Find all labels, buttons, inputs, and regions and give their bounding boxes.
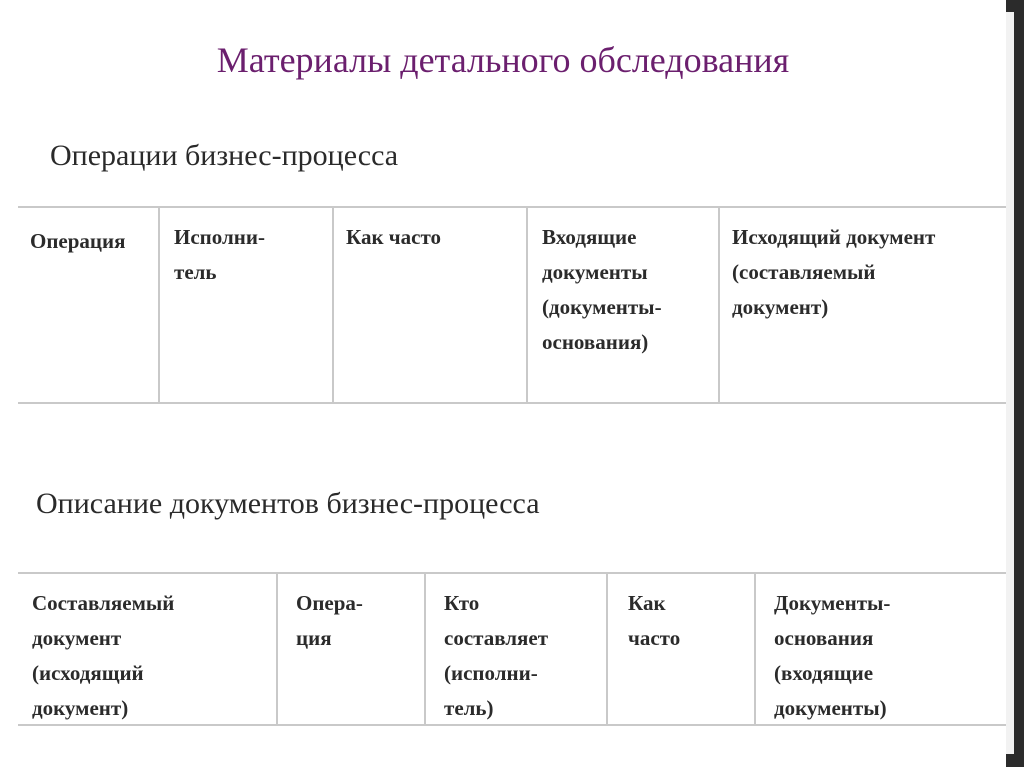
documents-heading: Описание документов бизнес-процесса (36, 487, 540, 520)
header-line: Документы- (774, 591, 891, 615)
operations-header-frequency (332, 208, 526, 402)
slide-title: Материалы детального обследования (216, 40, 790, 80)
slide-frame-edge (1006, 12, 1014, 754)
documents-table (18, 572, 1006, 726)
header-line: документы) (774, 696, 887, 720)
header-line: часто (628, 626, 681, 650)
header-line: документы (542, 260, 648, 284)
documents-header-frequency (606, 574, 754, 724)
header-line: Как (628, 591, 666, 615)
operations-heading: Операции бизнес-процесса (50, 139, 399, 172)
operations-table (18, 206, 1006, 404)
operations-header-outgoing-document (718, 208, 1006, 402)
header-line: (исполни- (444, 661, 538, 685)
header-line: Кто (444, 591, 480, 615)
header-line: (составляемый (732, 260, 876, 284)
documents-header-source-documents (754, 574, 1006, 724)
header-line: ция (296, 626, 332, 650)
header-line: документ (32, 626, 122, 650)
header-line: (входящие (774, 661, 874, 685)
operations-header-incoming-documents (526, 208, 718, 402)
documents-header-document (18, 574, 276, 724)
header-line: Как часто (346, 225, 442, 249)
header-line: Опера- (296, 591, 363, 615)
header-line: основания) (542, 330, 649, 354)
documents-header-operation (276, 574, 424, 724)
header-line: основания (774, 626, 874, 650)
operations-header-executor (158, 208, 332, 402)
header-line: Составляемый (32, 591, 175, 615)
header-line: Операция (30, 229, 126, 253)
header-line: (исходящий (32, 661, 144, 685)
operations-header-operation (18, 208, 158, 402)
header-line: составляет (444, 626, 549, 650)
header-line: документ) (32, 696, 129, 720)
header-line: тель) (444, 696, 494, 720)
header-line: Исполни- (174, 225, 265, 249)
header-line: Входящие (542, 225, 637, 249)
documents-header-author (424, 574, 606, 724)
header-line: документ) (732, 295, 829, 319)
header-line: тель (174, 260, 217, 284)
header-line: (документы- (542, 295, 662, 319)
header-line: Исходящий документ (732, 225, 936, 249)
